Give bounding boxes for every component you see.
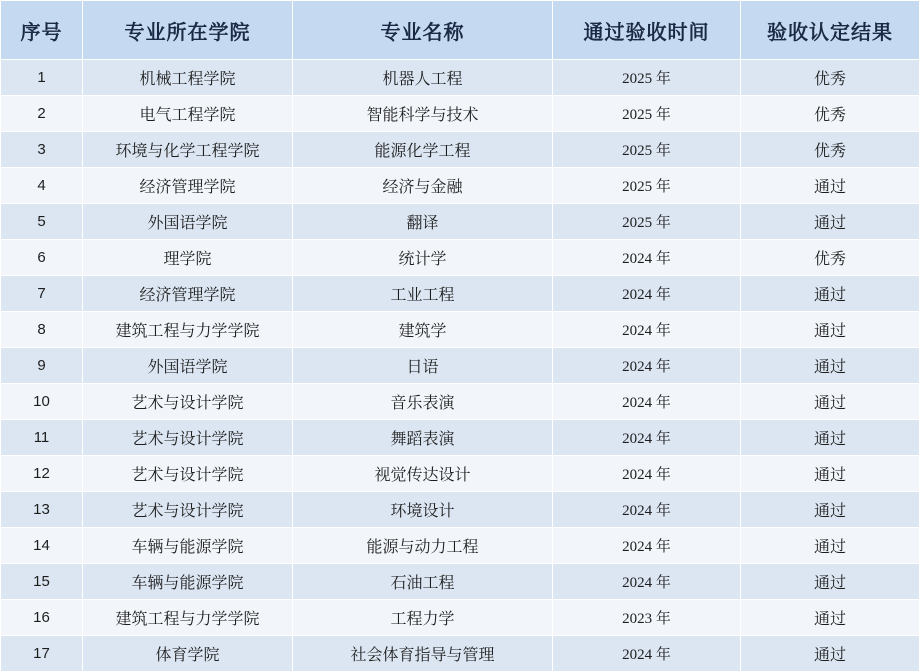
cell-accept-time: 2025 年 — [553, 60, 741, 96]
cell-major: 经济与金融 — [293, 168, 553, 204]
cell-index: 1 — [1, 60, 83, 96]
cell-index: 15 — [1, 564, 83, 600]
cell-college: 艺术与设计学院 — [83, 420, 293, 456]
cell-accept-time: 2023 年 — [553, 600, 741, 636]
cell-index: 11 — [1, 420, 83, 456]
cell-college: 车辆与能源学院 — [83, 564, 293, 600]
table-row — [1, 384, 919, 420]
cell-college: 理学院 — [83, 240, 293, 276]
cell-college: 经济管理学院 — [83, 276, 293, 312]
cell-result: 通过 — [741, 312, 919, 348]
cell-major: 统计学 — [293, 240, 553, 276]
cell-major: 音乐表演 — [293, 384, 553, 420]
cell-major: 翻译 — [293, 204, 553, 240]
cell-major: 工业工程 — [293, 276, 553, 312]
cell-index: 9 — [1, 348, 83, 384]
table-row — [1, 168, 919, 204]
cell-index: 5 — [1, 204, 83, 240]
cell-college: 车辆与能源学院 — [83, 528, 293, 564]
cell-college: 建筑工程与力学学院 — [83, 312, 293, 348]
cell-college: 艺术与设计学院 — [83, 456, 293, 492]
cell-major: 能源与动力工程 — [293, 528, 553, 564]
cell-result: 优秀 — [741, 60, 919, 96]
column-header-college: 专业所在学院 — [83, 1, 293, 60]
cell-accept-time: 2024 年 — [553, 348, 741, 384]
cell-index: 2 — [1, 96, 83, 132]
cell-index: 17 — [1, 636, 83, 672]
cell-accept-time: 2025 年 — [553, 168, 741, 204]
cell-index: 4 — [1, 168, 83, 204]
cell-result: 通过 — [741, 456, 919, 492]
table-row — [1, 204, 919, 240]
cell-result: 通过 — [741, 348, 919, 384]
table-row — [1, 96, 919, 132]
table-row — [1, 60, 919, 96]
cell-accept-time: 2024 年 — [553, 636, 741, 672]
cell-college: 环境与化学工程学院 — [83, 132, 293, 168]
cell-accept-time: 2025 年 — [553, 96, 741, 132]
cell-accept-time: 2024 年 — [553, 564, 741, 600]
cell-college: 电气工程学院 — [83, 96, 293, 132]
cell-accept-time: 2024 年 — [553, 384, 741, 420]
cell-result: 通过 — [741, 600, 919, 636]
cell-result: 优秀 — [741, 240, 919, 276]
cell-college: 艺术与设计学院 — [83, 492, 293, 528]
cell-accept-time: 2024 年 — [553, 420, 741, 456]
cell-index: 3 — [1, 132, 83, 168]
cell-major: 能源化学工程 — [293, 132, 553, 168]
table-row — [1, 132, 919, 168]
table-header — [1, 1, 919, 60]
cell-major: 工程力学 — [293, 600, 553, 636]
cell-index: 6 — [1, 240, 83, 276]
cell-major: 社会体育指导与管理 — [293, 636, 553, 672]
cell-accept-time: 2024 年 — [553, 492, 741, 528]
column-header-major: 专业名称 — [293, 1, 553, 60]
cell-accept-time: 2024 年 — [553, 312, 741, 348]
table-row — [1, 456, 919, 492]
cell-major: 日语 — [293, 348, 553, 384]
table-row — [1, 528, 919, 564]
cell-major: 石油工程 — [293, 564, 553, 600]
table-row — [1, 240, 919, 276]
cell-result: 通过 — [741, 564, 919, 600]
cell-college: 建筑工程与力学学院 — [83, 600, 293, 636]
cell-college: 外国语学院 — [83, 348, 293, 384]
column-header-index: 序号 — [1, 1, 83, 60]
cell-index: 13 — [1, 492, 83, 528]
cell-result: 通过 — [741, 492, 919, 528]
cell-major: 视觉传达设计 — [293, 456, 553, 492]
cell-index: 8 — [1, 312, 83, 348]
cell-result: 通过 — [741, 168, 919, 204]
cell-result: 通过 — [741, 204, 919, 240]
cell-accept-time: 2024 年 — [553, 528, 741, 564]
cell-accept-time: 2025 年 — [553, 132, 741, 168]
cell-result: 通过 — [741, 384, 919, 420]
cell-index: 7 — [1, 276, 83, 312]
column-header-result: 验收认定结果 — [741, 1, 919, 60]
table-row — [1, 600, 919, 636]
cell-result: 优秀 — [741, 132, 919, 168]
table-row — [1, 312, 919, 348]
cell-result: 通过 — [741, 276, 919, 312]
table-header-row — [1, 1, 919, 60]
table-row — [1, 636, 919, 672]
cell-result: 通过 — [741, 636, 919, 672]
cell-major: 智能科学与技术 — [293, 96, 553, 132]
cell-result: 优秀 — [741, 96, 919, 132]
table-body — [1, 60, 919, 672]
table-row — [1, 564, 919, 600]
cell-accept-time: 2025 年 — [553, 204, 741, 240]
cell-accept-time: 2024 年 — [553, 240, 741, 276]
table-row — [1, 492, 919, 528]
cell-index: 10 — [1, 384, 83, 420]
cell-major: 环境设计 — [293, 492, 553, 528]
cell-index: 14 — [1, 528, 83, 564]
cell-accept-time: 2024 年 — [553, 276, 741, 312]
cell-major: 机器人工程 — [293, 60, 553, 96]
table-row — [1, 348, 919, 384]
cell-index: 12 — [1, 456, 83, 492]
cell-college: 外国语学院 — [83, 204, 293, 240]
cell-college: 机械工程学院 — [83, 60, 293, 96]
table-row — [1, 276, 919, 312]
cell-college: 艺术与设计学院 — [83, 384, 293, 420]
cell-result: 通过 — [741, 528, 919, 564]
cell-major: 舞蹈表演 — [293, 420, 553, 456]
cell-college: 体育学院 — [83, 636, 293, 672]
table-row — [1, 420, 919, 456]
column-header-accept-time: 通过验收时间 — [553, 1, 741, 60]
cell-college: 经济管理学院 — [83, 168, 293, 204]
cell-index: 16 — [1, 600, 83, 636]
cell-result: 通过 — [741, 420, 919, 456]
cell-major: 建筑学 — [293, 312, 553, 348]
cell-accept-time: 2024 年 — [553, 456, 741, 492]
